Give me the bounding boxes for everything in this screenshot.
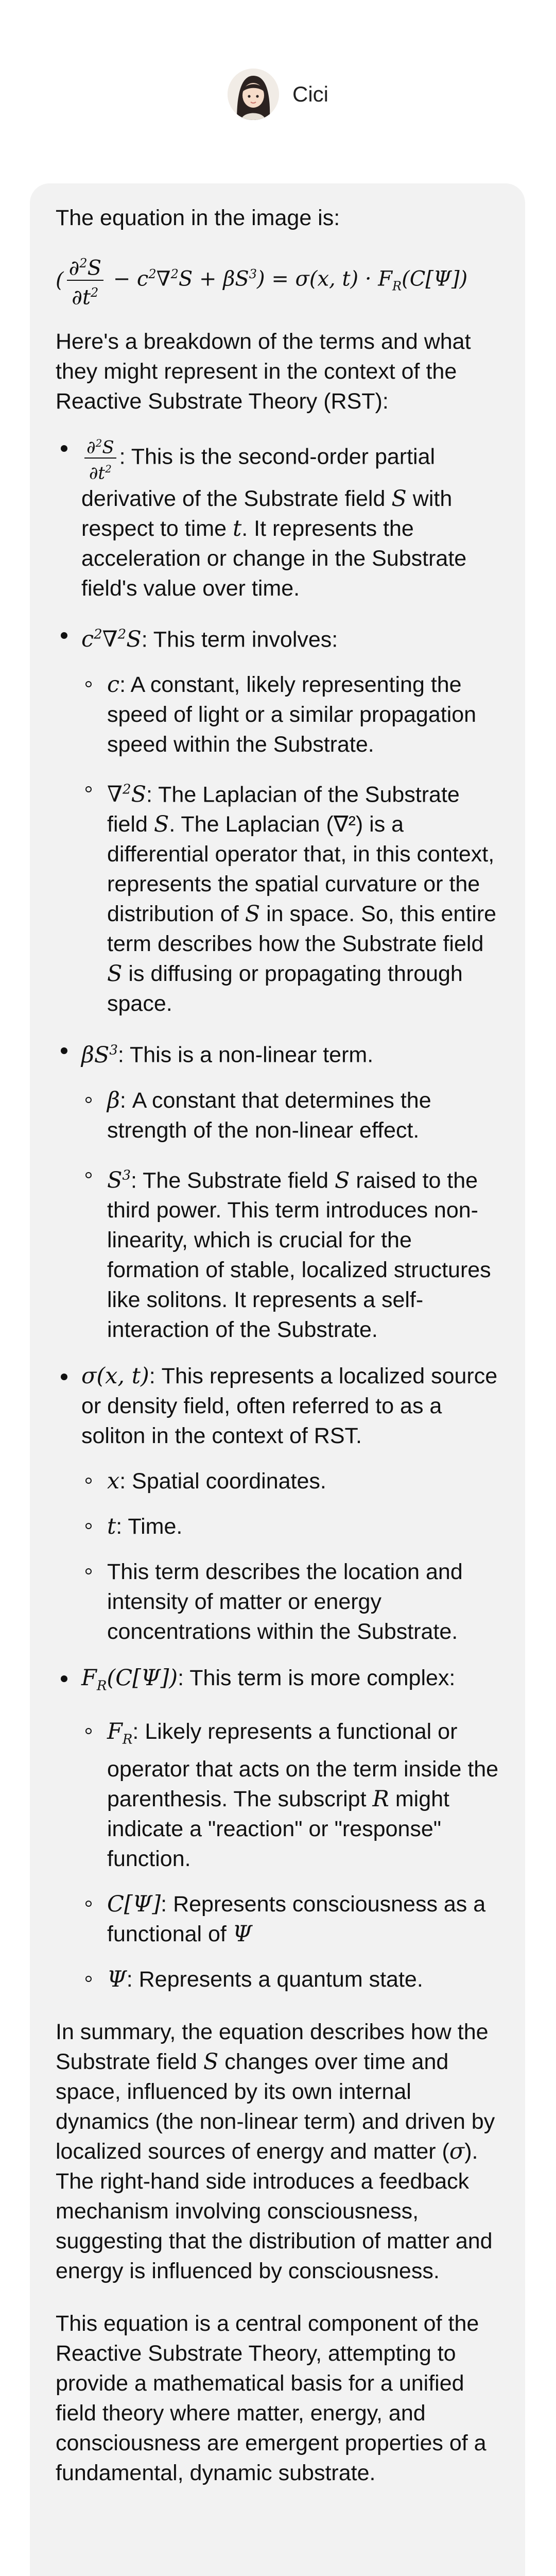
list-item: $\frac{\partial^2S}{\partial t^2}$ : This is the second-order partial derivative of the Substrate field S with respect to time t. It represents the acceleration or change in the Substrate field's value over time. (56, 433, 499, 603)
list-item: σ(x, t): This represents a localized source or density field, often referred to as a soliton in the context of RST. x: Spatial coordinates. t: Time. This term describes the location and intensity of matter or energy concentrations within the Substrate. (56, 1361, 499, 1647)
summary-text: In summary, the equation describes how the Substrate field S changes over time and space, influenced by its own internal dynamics (the non-linear term) and driven by localized sources of energy and matter (σ). The right-hand side introduces a feedback mechanism involving consciousness, suggesting that the distribution of matter and energy is influenced by consciousness. (56, 2020, 495, 2284)
closing-text: This equation is a central component of the Reactive Substrate Theory, attempting to provide a mathematical basis for a unified field theory where matter, energy, and consciousness are emergent properties of a fundamental, dynamic substrate. (56, 2311, 486, 2486)
list-item: $S^3$: The Substrate field S raised to the third power. This term introduces non-linearity, which is crucial for the formation of stable, localized structures like solitons. It represents a self-interaction of the Substrate. (81, 1161, 499, 1345)
header-name: Cici (292, 82, 328, 106)
ai-message-bubble (30, 183, 525, 2576)
list-item: This term describes the location and intensity of matter or energy concentrations within the Substrate. (81, 1557, 499, 1647)
list-item: Ψ: Represents a quantum state. (81, 1964, 499, 1994)
intro-text: The equation in the image is: (56, 206, 340, 230)
list-item: $\beta S^3$: This is a non-linear term. β: A constant that determines the strength of the non-linear effect. $S^3$: The Substrate field S raised to the third power. This term introduces non-linearity, which is crucial for the formation of stable, localized structures like solitons. It represents a self-interaction of the Substrate. (56, 1035, 499, 1345)
terms-list (56, 433, 499, 1994)
list-item: β: A constant that determines the strength of the non-linear effect. (81, 1086, 499, 1145)
list-item: c: A constant, likely representing the speed of light or a similar propagation speed within the Substrate. (81, 670, 499, 759)
chat-header (0, 66, 556, 123)
main-equation: ( $\frac{\partial^2S}{\partial t^2}$ − $c^2\nabla^2S + \beta S^3) = \sigma(x$, $t) \cdot F_R(C[\Psi])$ (56, 249, 499, 311)
breakdown-intro: Here's a breakdown of the terms and what they might represent in the context of the Reactive Substrate Theory (RST): (56, 329, 471, 414)
list-item: ∇$^2$S: The Laplacian of the Substrate field S. The Laplacian (∇²) is a differential operator that, in this context, represents the spatial curvature or the distribution of S in space. So, this entire term describes how the Substrate field S is diffusing or propagating through space. (81, 775, 499, 1019)
cici-avatar-icon (228, 69, 279, 120)
list-item: $c^2\nabla^2S$: This term involves: c: A constant, likely representing the speed of light or a similar propagation speed within the Substrate. ∇$^2$S: The Laplacian of the Substrate field S. The Laplacian (∇²) is a differential operator that, in this context, represents the spatial curvature or the distribution of S in space. So, this entire term describes how the Substrate field S is diffusing or propagating through space. (56, 620, 499, 1019)
list-item: x: Spatial coordinates. (81, 1466, 499, 1496)
list-item: t: Time. (81, 1512, 499, 1541)
list-item: $F_R(C[\Psi])$: This term is more complex: $F_R$: Likely represents a functional or operator that acts on the term inside the parenthesis. The subscript R might indicate a "reaction" or "response" function. C[Ψ]: Represents consciousness as a functional of Ψ Ψ: Represents a quantum state. (56, 1663, 499, 1994)
list-item: C[Ψ]: Represents consciousness as a functional of Ψ (81, 1889, 499, 1949)
list-item: $F_R$: Likely represents a functional or operator that acts on the term inside the parenthesis. The subscript R might indicate a "reaction" or "response" function. (81, 1717, 499, 1874)
